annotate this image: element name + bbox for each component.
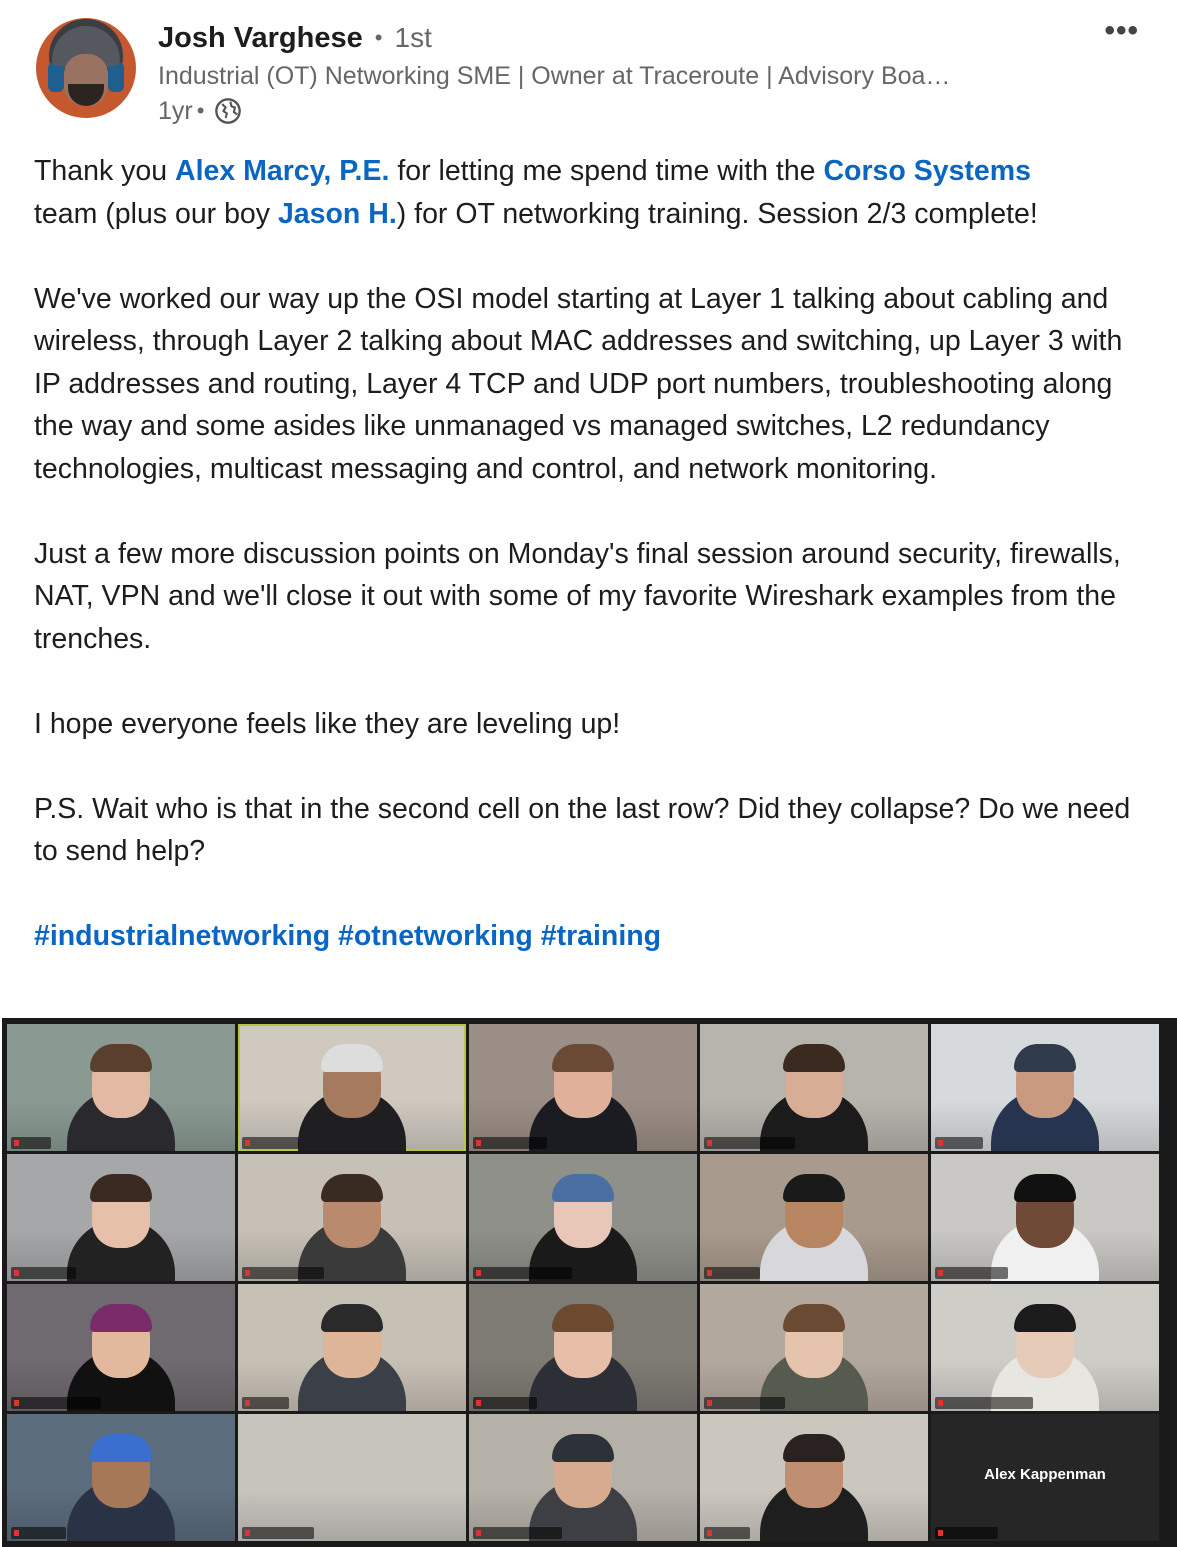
post-paragraph-4: I hope everyone feels like they are leveling up! <box>34 707 621 740</box>
participant-tile <box>469 1154 697 1281</box>
participant-tile <box>238 1024 466 1151</box>
participant-name-tag <box>473 1267 572 1279</box>
hashtag-link[interactable]: #training <box>540 920 662 952</box>
post-timestamp-line <box>158 95 242 127</box>
participant-tile <box>700 1154 928 1281</box>
participant-hair <box>783 1174 845 1202</box>
participant-hair <box>90 1304 152 1332</box>
separator-dot: • <box>196 98 205 123</box>
participant-tile <box>7 1284 235 1411</box>
participant-name-tag <box>704 1527 750 1539</box>
participant-hair <box>1014 1304 1076 1332</box>
text-segment: team (plus our boy <box>34 197 278 230</box>
mention-corso-systems[interactable]: Corso Systems <box>823 155 1031 187</box>
participant-tile <box>238 1284 466 1411</box>
participant-tile <box>7 1414 235 1541</box>
participant-tile <box>7 1024 235 1151</box>
participant-tile <box>931 1154 1159 1281</box>
participant-tile <box>469 1284 697 1411</box>
participant-hair <box>90 1174 152 1202</box>
participant-tile <box>469 1024 697 1151</box>
participant-name-tag <box>242 1527 314 1539</box>
separator-dot: • <box>374 25 383 50</box>
more-options-button[interactable]: ••• <box>1104 14 1139 47</box>
participant-name-tag <box>704 1267 760 1279</box>
participant-name-tag <box>11 1527 66 1539</box>
participant-name-tag <box>935 1397 1033 1409</box>
participant-hair <box>321 1044 383 1072</box>
text-segment: for letting me spend time with the <box>389 155 824 187</box>
participant-name-tag <box>242 1267 324 1279</box>
text-segment: ) for OT networking training. Session 2/3 complete! <box>396 197 1038 230</box>
participant-hair <box>321 1304 383 1332</box>
participant-grid <box>7 1024 1160 1547</box>
mention-jason-h[interactable]: Jason H. <box>277 197 397 230</box>
video-call-screenshot[interactable] <box>2 1018 1177 1547</box>
participant-hair <box>552 1434 614 1462</box>
post-paragraph-1 <box>34 150 1144 235</box>
participant-hair <box>90 1044 152 1072</box>
participant-tile <box>238 1154 466 1281</box>
author-headline[interactable]: Industrial (OT) Networking SME | Owner at Traceroute | Advisory Boa… <box>158 62 951 90</box>
participant-tile <box>700 1024 928 1151</box>
participant-name-tag <box>704 1397 785 1409</box>
participant-name-tag <box>704 1137 795 1149</box>
text-segment: Thank you <box>34 155 175 187</box>
participant-name-tag <box>11 1267 76 1279</box>
author-name[interactable]: Josh Varghese <box>158 22 363 54</box>
participant-tile <box>469 1414 697 1541</box>
post-time: 1yr <box>158 97 193 125</box>
participant-name-tag <box>11 1137 51 1149</box>
mention-alex-marcy[interactable]: Alex Marcy, P.E. <box>175 155 390 187</box>
hashtag-link[interactable]: #industrialnetworking <box>34 920 331 952</box>
avatar-earmuff-left <box>48 62 64 92</box>
participant-name-tag <box>473 1397 537 1409</box>
participant-name-tag <box>935 1137 983 1149</box>
hashtag-link[interactable]: #otnetworking <box>338 920 533 952</box>
participant-hair <box>552 1044 614 1072</box>
avatar-earmuff-right <box>108 62 124 92</box>
participant-tile <box>238 1414 466 1541</box>
participant-hair <box>552 1304 614 1332</box>
participant-name-tag <box>473 1527 562 1539</box>
participant-name-tag <box>242 1397 289 1409</box>
participant-name: Alex Kappenman <box>984 1466 1106 1483</box>
participant-name-tag <box>935 1267 1008 1279</box>
participant-hair <box>1014 1174 1076 1202</box>
participant-hair <box>552 1174 614 1202</box>
participant-name-tag <box>242 1137 299 1149</box>
participant-tile <box>7 1154 235 1281</box>
post-header <box>0 0 1177 140</box>
participant-name-tag <box>935 1527 998 1539</box>
participant-tile <box>931 1414 1159 1541</box>
author-avatar[interactable] <box>36 18 136 118</box>
post-paragraph-2: We've worked our way up the OSI model starting at Layer 1 talking about cabling and wireless, through Layer 2 talking about MAC addresses and switching, up Layer 3 with IP addresses and routing, Layer 4 TCP and UDP port numbers, troubleshooting along the way and some asides like unmanaged vs managed switches, L2 redundancy technologies, multicast messaging and control, and network monitoring. <box>34 282 1123 485</box>
post-hashtags <box>34 915 1144 958</box>
participant-hair <box>321 1174 383 1202</box>
participant-tile <box>700 1414 928 1541</box>
connection-degree: 1st <box>394 22 432 53</box>
participant-name-tag <box>11 1397 101 1409</box>
participant-name-tag <box>473 1137 547 1149</box>
participant-hair <box>783 1304 845 1332</box>
author-name-line <box>158 20 432 56</box>
participant-hair <box>783 1434 845 1462</box>
post-text <box>34 150 1144 958</box>
globe-icon <box>214 97 242 125</box>
participant-hair <box>783 1044 845 1072</box>
post-paragraph-3: Just a few more discussion points on Monday's final session around security, firewalls, NAT, VPN and we'll close it out with some of my favorite Wireshark examples from the trenches. <box>34 537 1121 655</box>
participant-tile <box>931 1024 1159 1151</box>
participant-hair <box>1014 1044 1076 1072</box>
post-paragraph-5: P.S. Wait who is that in the second cell on the last row? Did they collapse? Do we need to send help? <box>34 792 1131 867</box>
participant-hair <box>90 1434 152 1462</box>
participant-tile <box>931 1284 1159 1411</box>
participant-tile <box>700 1284 928 1411</box>
